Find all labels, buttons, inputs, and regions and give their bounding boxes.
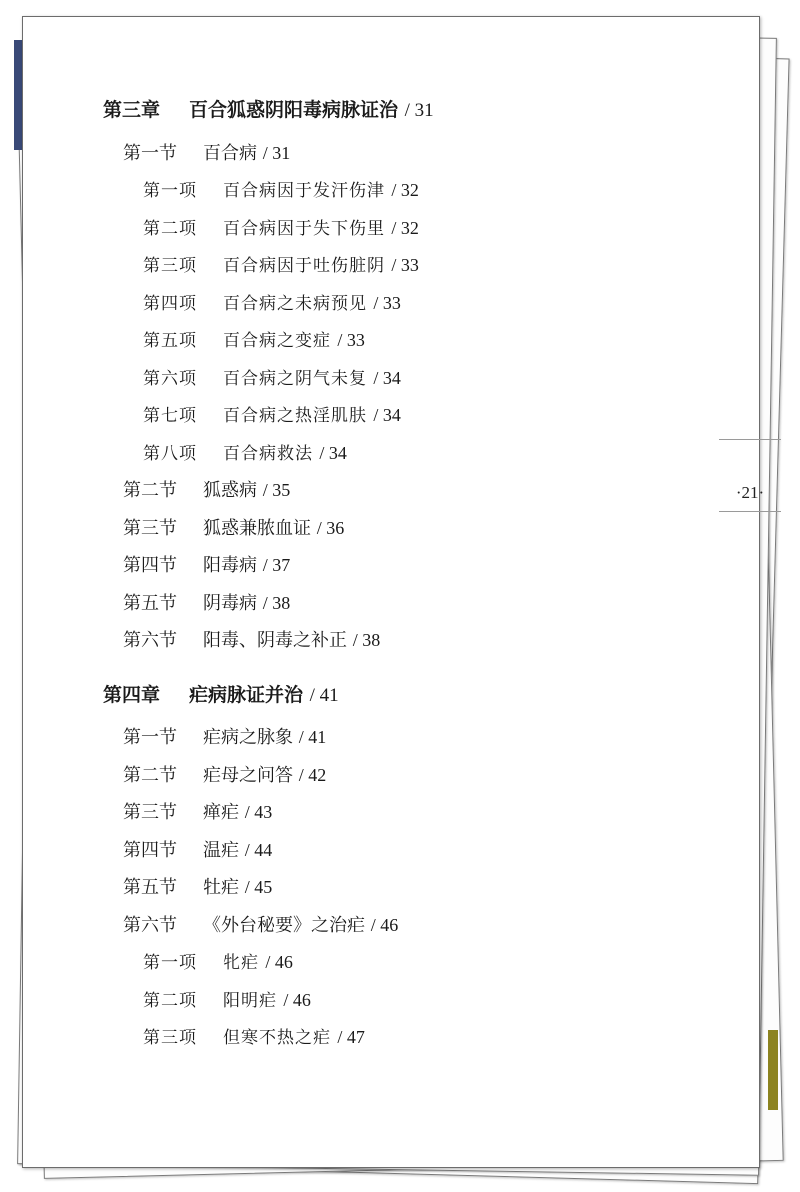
toc-entry-label: 第二节 [123, 480, 177, 501]
toc-entry-page: / 46 [265, 952, 293, 972]
toc-entry-page: / 32 [391, 218, 419, 238]
toc-entry-section [123, 876, 272, 899]
toc-entry-title: 百合病因于吐伤脏阴 [223, 256, 385, 276]
toc-entry-section [123, 764, 326, 787]
toc-entry-title: 但寒不热之疟 [223, 1028, 331, 1048]
page-number: ·21· [735, 483, 765, 502]
toc-entry-label: 第二项 [143, 219, 197, 239]
toc-entry-label: 第三章 [103, 99, 161, 121]
toc-entry-label: 第一项 [143, 953, 197, 973]
toc-entry-label: 第五节 [123, 593, 177, 614]
toc-entry-label: 第三节 [123, 518, 177, 539]
toc-entry-title: 百合病因于发汗伤津 [223, 181, 385, 201]
toc-entry-title: 百合病之阴气未复 [223, 369, 367, 389]
toc-entry-page: / 34 [319, 443, 347, 463]
toc-entry-label: 第一节 [123, 143, 177, 164]
toc-entry-section [123, 839, 272, 862]
toc-entry-page: / 35 [262, 480, 291, 500]
toc-entry-section [123, 517, 344, 540]
cover-edge [768, 1030, 778, 1110]
toc-page [22, 16, 765, 1168]
toc-entry-title: 百合病之变症 [223, 331, 331, 351]
toc-entry-item [143, 329, 365, 352]
toc-entry-title: 牡疟 [203, 877, 239, 898]
toc-entry-page: / 47 [337, 1027, 365, 1047]
toc-entry-title: 百合病之未病预见 [223, 294, 367, 314]
toc-entry-chapter [103, 684, 339, 707]
folio-rule-top [719, 439, 781, 440]
toc-entry-title: 疟母之问答 [203, 765, 293, 786]
toc-entry-title: 阴毒病 [203, 593, 257, 614]
toc-entry-label: 第三项 [143, 256, 197, 276]
toc-entry-section [123, 801, 272, 824]
toc-entry-label: 第四章 [103, 684, 161, 706]
toc-entry-label: 第六节 [123, 915, 177, 936]
toc-entry-item [143, 367, 401, 390]
toc-entry-page: / 31 [404, 100, 434, 121]
toc-entry-label: 第二节 [123, 765, 177, 786]
toc-entry-title: 百合病救法 [223, 444, 313, 464]
toc-entry-section [123, 479, 290, 502]
toc-entry-page: / 41 [298, 727, 327, 747]
toc-entry-title: 百合病 [203, 143, 257, 164]
toc-entry-label: 第四节 [123, 555, 177, 576]
toc-entry-item [143, 442, 347, 465]
toc-entry-page: / 45 [244, 877, 273, 897]
toc-entry-page: / 41 [309, 685, 339, 706]
toc-entry-page: / 33 [337, 330, 365, 350]
toc-entry-title: 百合病因于失下伤里 [223, 219, 385, 239]
toc-entry-title: 阳毒、阴毒之补正 [203, 630, 347, 651]
toc-entry-page: / 38 [352, 630, 381, 650]
toc-entry-chapter [103, 99, 434, 122]
toc-entry-section [123, 914, 398, 937]
toc-entry-page: / 33 [391, 255, 419, 275]
toc-entry-label: 第八项 [143, 444, 197, 464]
toc-entry-label: 第四节 [123, 840, 177, 861]
toc-entry-page: / 42 [298, 765, 327, 785]
toc-entry-title: 《外台秘要》之治疟 [203, 915, 365, 936]
toc-entry-page: / 44 [244, 840, 273, 860]
toc-entry-page: / 46 [370, 915, 399, 935]
toc-entry-page: / 36 [316, 518, 345, 538]
toc-entry-title: 温疟 [203, 840, 239, 861]
toc-entry-page: / 37 [262, 555, 291, 575]
toc-entry-title: 百合病之热淫肌肤 [223, 406, 367, 426]
toc-entry-page: / 33 [373, 293, 401, 313]
toc-entry-title: 百合狐惑阴阳毒病脉证治 [189, 99, 399, 121]
toc-entry-label: 第六项 [143, 369, 197, 389]
toc-entry-item [143, 1026, 365, 1049]
folio-rule-bottom [719, 511, 781, 512]
toc-entry-title: 疟病脉证并治 [189, 684, 304, 706]
toc-entry-page: / 46 [283, 990, 311, 1010]
toc-entry-label: 第一项 [143, 181, 197, 201]
toc-entry-section [123, 592, 290, 615]
toc-entry-item [143, 217, 419, 240]
toc-entry-title: 瘅疟 [203, 802, 239, 823]
toc-entry-title: 狐惑兼脓血证 [203, 518, 311, 539]
toc-entry-section [123, 726, 326, 749]
toc-entry-label: 第五节 [123, 877, 177, 898]
toc-entry-page: / 31 [262, 143, 291, 163]
toc-entry-item [143, 179, 419, 202]
toc-entry-page: / 43 [244, 802, 273, 822]
toc-entry-label: 第五项 [143, 331, 197, 351]
toc-entry-page: / 32 [391, 180, 419, 200]
toc-entry-label: 第四项 [143, 294, 197, 314]
toc-entry-label: 第三项 [143, 1028, 197, 1048]
toc-entry-label: 第二项 [143, 991, 197, 1011]
toc-entry-label: 第三节 [123, 802, 177, 823]
toc-entry-title: 疟病之脉象 [203, 727, 293, 748]
toc-entry-section [123, 142, 290, 165]
toc-entry-item [143, 404, 401, 427]
toc-entry-title: 狐惑病 [203, 480, 257, 501]
toc-entry-title: 阳明疟 [223, 991, 277, 1011]
toc-entry-title: 牝疟 [223, 953, 259, 973]
toc-entry-title: 阳毒病 [203, 555, 257, 576]
toc-entry-section [123, 554, 290, 577]
toc-entry-item [143, 292, 401, 315]
toc-entry-item [143, 989, 311, 1012]
toc-entry-page: / 34 [373, 368, 401, 388]
toc-entry-label: 第七项 [143, 406, 197, 426]
toc-entry-page: / 34 [373, 405, 401, 425]
toc-entry-label: 第一节 [123, 727, 177, 748]
toc-entry-label: 第六节 [123, 630, 177, 651]
toc-entry-item [143, 951, 293, 974]
toc-entry-section [123, 629, 380, 652]
toc-entry-page: / 38 [262, 593, 291, 613]
toc-entry-item [143, 254, 419, 277]
